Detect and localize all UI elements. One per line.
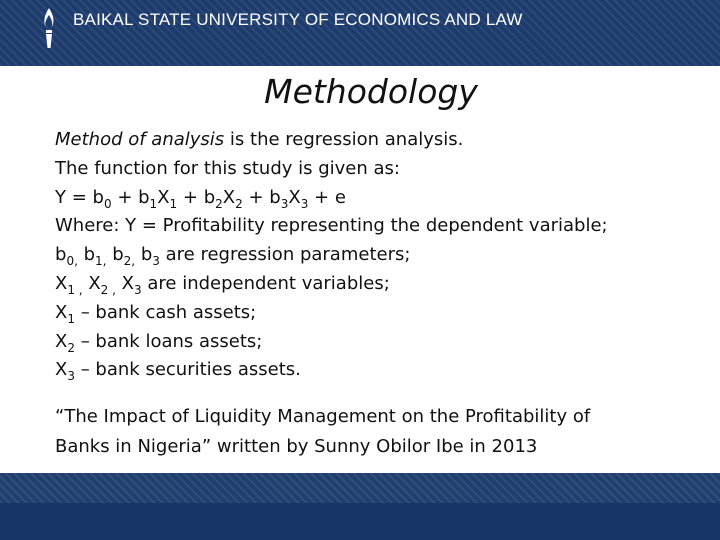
def-text: – bank loans assets; [74, 330, 263, 352]
eq-subscript: 2 [235, 196, 243, 211]
param-subscript: 3 [152, 254, 160, 269]
eq-part: X [288, 186, 301, 208]
var-part: X [55, 272, 68, 294]
param-subscript: 0, [66, 254, 78, 269]
eq-part: Y = b [55, 186, 104, 208]
param-subscript: 2, [123, 254, 136, 269]
independent-vars-line [55, 270, 695, 299]
torch-flame-logo-icon [38, 6, 60, 50]
method-line [55, 126, 695, 155]
def-var: X [55, 359, 68, 381]
slide-body [55, 126, 695, 461]
university-name: BAIKAL STATE UNIVERSITY OF ECONOMICS AND LAW [73, 10, 523, 29]
eq-part: X [222, 186, 236, 208]
regression-equation [55, 184, 695, 213]
param-part: b [106, 244, 124, 266]
var-subscript: 1 , [67, 282, 83, 297]
var-part: X [82, 272, 101, 294]
eq-subscript: 0 [103, 196, 112, 211]
def-subscript: 2 [67, 340, 75, 355]
citation [55, 402, 695, 461]
def-text: – bank securities assets. [74, 359, 301, 381]
var-part: X [115, 272, 134, 294]
method-rest: is the regression analysis. [224, 129, 464, 150]
param-part: b [77, 244, 96, 266]
slide-title-text: Methodology [264, 72, 478, 111]
eq-subscript: 3 [280, 196, 289, 211]
footer-band [0, 503, 720, 540]
def-subscript: 1 [67, 311, 75, 326]
eq-part: + b [111, 186, 150, 208]
var-subscript: 2 , [100, 282, 116, 297]
param-subscript: 1, [95, 254, 107, 269]
def-text: – bank cash assets; [74, 301, 257, 323]
param-part: are regression parameters; [159, 244, 411, 266]
def-var: X [55, 330, 68, 352]
definition-x3 [55, 356, 695, 385]
parameters-line [55, 241, 695, 270]
eq-part: + e [308, 186, 346, 208]
slide-title [0, 72, 720, 111]
header-banner [0, 0, 720, 66]
footer-pattern-band [0, 473, 720, 503]
citation-line-2: Banks in Nigeria” written by Sunny Obilor Ibe in 2013 [55, 435, 538, 457]
eq-part: + b [242, 186, 281, 208]
param-part: b [55, 244, 67, 266]
citation-line-1: “The Impact of Liquidity Management on the Profitability of [55, 406, 591, 428]
eq-subscript: 1 [149, 196, 158, 211]
definition-x1 [55, 299, 695, 328]
eq-subscript: 3 [300, 196, 309, 211]
eq-part: X [157, 186, 170, 208]
function-intro-line: The function for this study is given as: [55, 157, 400, 179]
definition-x2 [55, 328, 695, 357]
var-subscript: 3 [134, 282, 142, 297]
param-part: b [135, 244, 153, 266]
eq-subscript: 1 [169, 196, 178, 211]
eq-part: + b [177, 186, 216, 208]
method-italic: Method of analysis [55, 129, 225, 150]
def-subscript: 3 [67, 369, 75, 384]
var-part: are independent variables; [141, 272, 390, 294]
def-var: X [55, 301, 68, 323]
where-line: Where: Y = Profitability representing the dependent variable; [55, 215, 608, 237]
eq-subscript: 2 [215, 196, 223, 211]
